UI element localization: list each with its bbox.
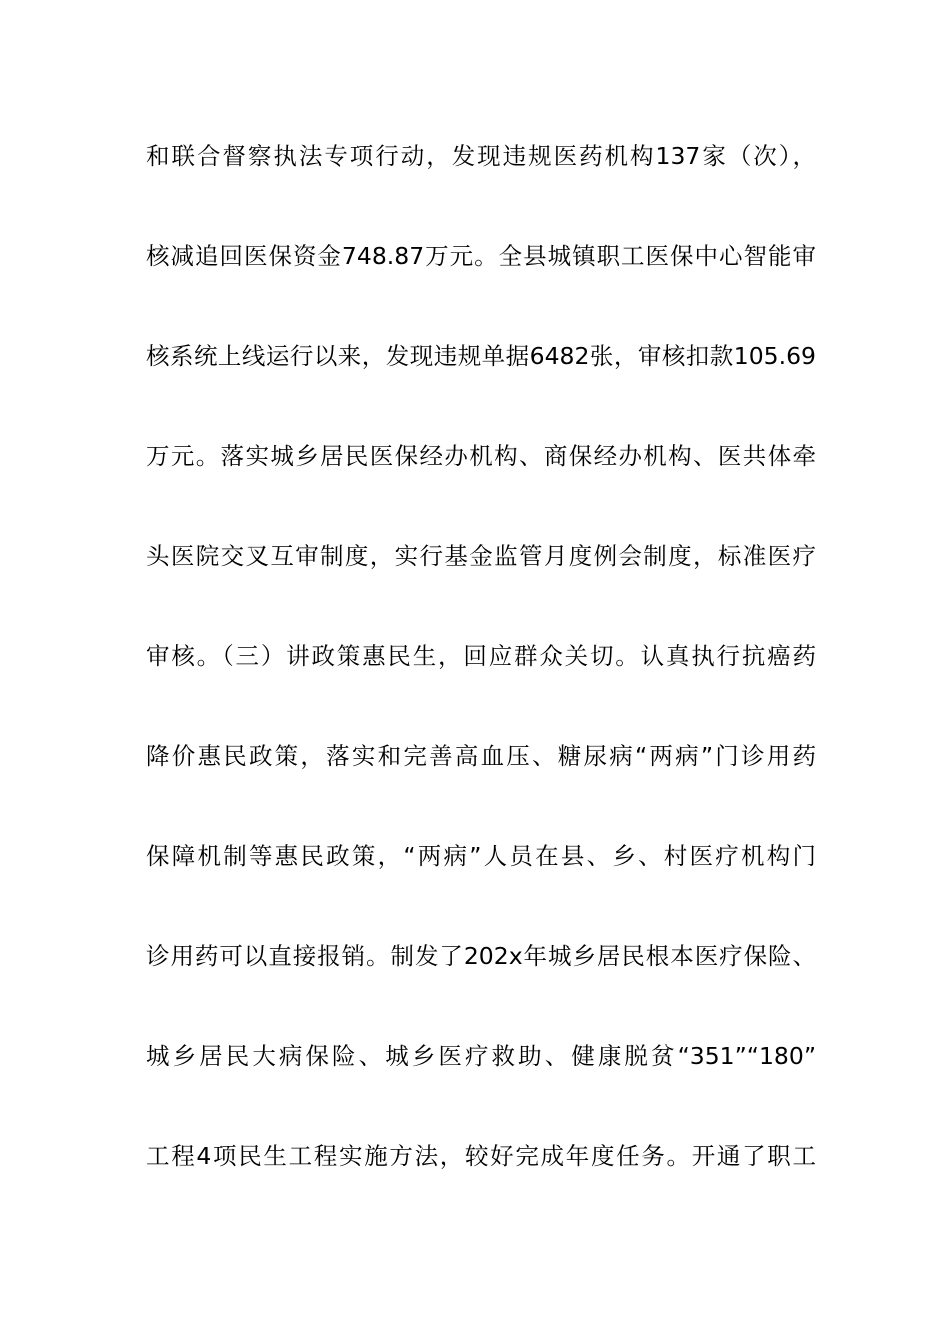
text-line-3: 核系统上线运行以来，发现违规单据6482张，审核扣款105.69 — [146, 342, 816, 370]
text-line-8: 保障机制等惠民政策，“两病”人员在县、乡、村医疗机构门 — [146, 842, 816, 870]
text-line-5: 头医院交叉互审制度，实行基金监管月度例会制度，标准医疗 — [146, 542, 816, 570]
text-line-11: 工程4项民生工程实施方法，较好完成年度任务。开通了职工 — [146, 1142, 816, 1170]
text-line-1: 和联合督察执法专项行动，发现违规医药机构137家（次）， — [146, 142, 816, 170]
text-line-9: 诊用药可以直接报销。制发了202x年城乡居民根本医疗保险、 — [146, 942, 816, 970]
text-line-2: 核减追回医保资金748.87万元。全县城镇职工医保中心智能审 — [146, 242, 816, 270]
text-line-7: 降价惠民政策，落实和完善高血压、糖尿病“两病”门诊用药 — [146, 742, 816, 770]
body-text — [146, 133, 816, 1233]
text-line-10: 城乡居民大病保险、城乡医疗救助、健康脱贫“351”“180” — [146, 1042, 816, 1070]
text-line-6: 审核。（三）讲政策惠民生，回应群众关切。认真执行抗癌药 — [146, 642, 816, 670]
text-line-4: 万元。落实城乡居民医保经办机构、商保经办机构、医共体牵 — [146, 442, 816, 470]
